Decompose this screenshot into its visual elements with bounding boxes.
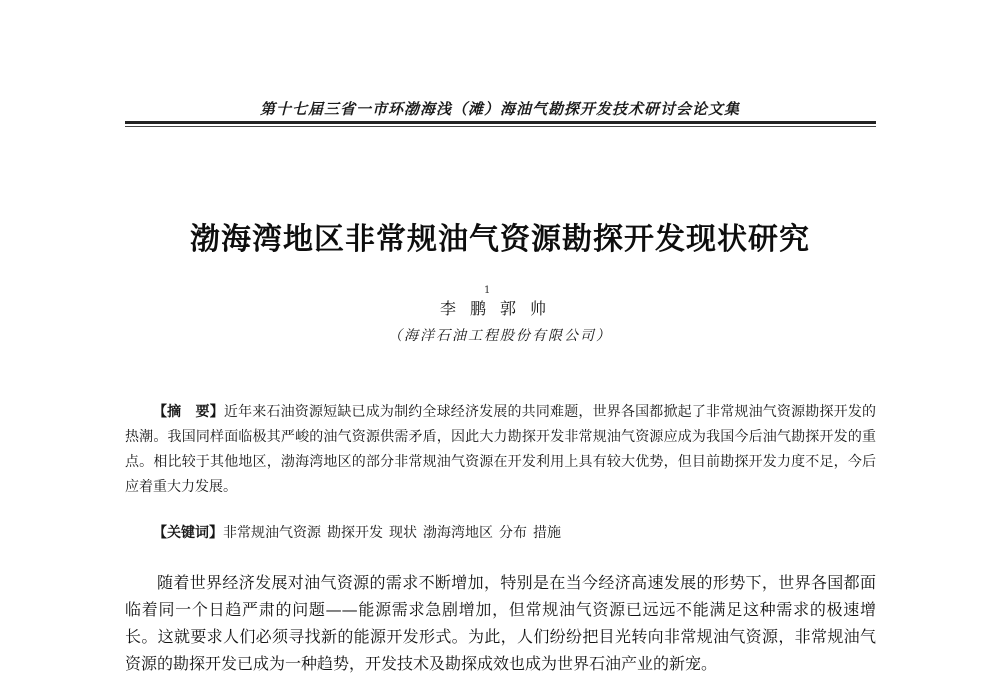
keyword-item: 现状	[389, 525, 417, 541]
keyword-item: 勘探开发	[327, 525, 383, 541]
running-header: 第十七届三省一市环渤海浅（滩）海油气勘探开发技术研讨会论文集	[259, 100, 740, 118]
authors: 李鹏郭帅	[439, 299, 560, 318]
header-rule-thick	[125, 121, 876, 124]
abstract-text: 近年来石油资源短缺已成为制约全球经济发展的共同难题，世界各国都掀起了非常规油气资源勘探开发的热潮。我国同样面临极其严峻的油气资源供需矛盾，因此大力勘探开发非常规油气资源应成为我国今后油气勘探开发的重点。相比较于其他地区，渤海湾地区的部分非常规油气资源在开发利用上具有较大优势，但目前勘探开发力度不足，今后应着重大力发展。	[125, 404, 877, 495]
header-rule-thin	[125, 126, 876, 127]
keyword-item: 渤海湾地区	[423, 525, 493, 541]
paper-title: 渤海湾地区非常规油气资源勘探开发现状研究	[190, 222, 810, 257]
author-footnote-mark: 1	[484, 285, 491, 296]
keyword-item: 措施	[533, 525, 561, 541]
keywords-label: 【关键词】	[153, 525, 223, 541]
affiliation: （海洋石油工程股份有限公司）	[388, 328, 612, 344]
abstract-label: 【摘 要】	[153, 404, 224, 420]
abstract	[125, 400, 876, 500]
keywords	[125, 521, 876, 546]
keyword-item: 非常规油气资源	[223, 525, 321, 541]
keyword-item: 分布	[499, 525, 527, 541]
body-paragraph: 随着世界经济发展对油气资源的需求不断增加，特别是在当今经济高速发展的形势下，世界各国都面临着同一个日趋严肃的问题——能源需求急剧增加，但常规油气资源已远远不能满足这种需求的极速增长。这就要求人们必须寻找新的能源开发形式。为此，人们纷纷把目光转向非常规油气资源，非常规油气资源的勘探开发已成为一种趋势，开发技术及勘探成效也成为世界石油产业的新宠。	[125, 573, 876, 673]
